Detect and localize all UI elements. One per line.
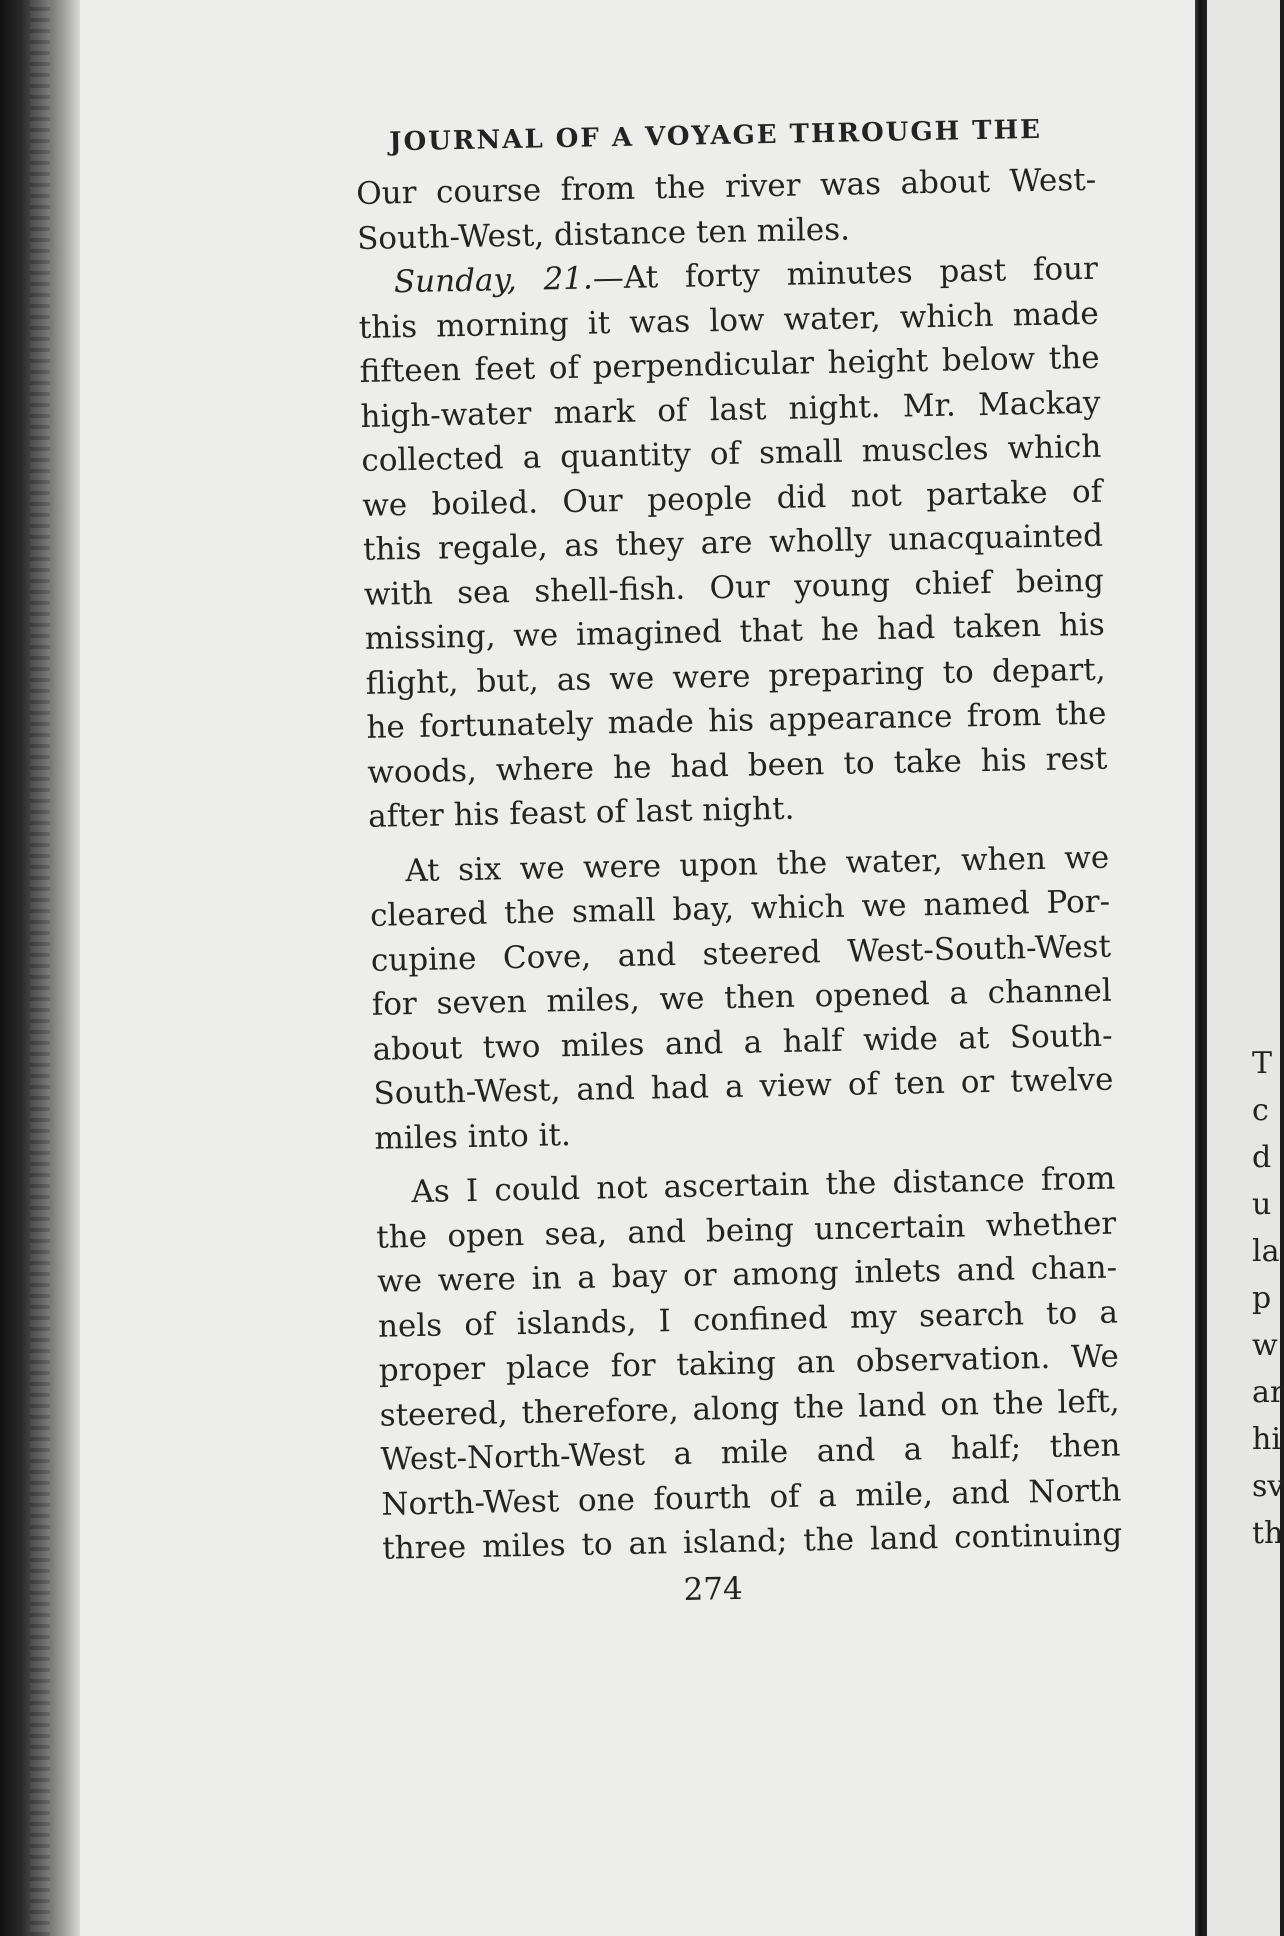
page-number: 274 [683,1570,744,1608]
text-line: North-West one fourth of a mile, and North [381,1472,1122,1523]
text-line: fifteen feet of perpendicular height below the [359,339,1100,390]
page-text-block [355,114,1123,1613]
edge-fragment: hi [1252,1422,1281,1457]
text-line: South-West, and had a view of ten or twelve [373,1061,1114,1112]
edge-fragment: c [1252,1093,1269,1128]
text-line: three miles to an island; the land continuing [381,1516,1123,1567]
text-line: about two miles and a half wide at South- [372,1017,1113,1068]
text-line: West-North-West a mile and a half; then [380,1427,1121,1478]
running-head: JOURNAL OF A VOYAGE THROUGH THE [388,114,1043,158]
text-line: high-water mark of last night. Mr. Mackay [360,384,1101,435]
text-line: Our course from the river was about West- [355,161,1097,212]
text-line: missing, we imagined that he had taken his [364,606,1106,657]
text-line: miles into it. [374,1116,572,1157]
next-page-sliver [1207,0,1284,1936]
text-line: At six we were upon the water, when we [404,839,1110,889]
text-line: this regale, as they are wholly unacquainted [362,517,1104,568]
text-line: with sea shell-fish. Our young chief being [363,562,1105,613]
next-page-edge-text [1252,1040,1282,1557]
text-line: As I could not ascertain the distance from [411,1160,1116,1211]
edge-fragment: d [1252,1140,1272,1175]
text-line: cupine Cove, and steered West-South-West [370,928,1112,979]
book-binding [0,0,80,1936]
text-line: flight, but, as we were preparing to depart, [365,651,1106,702]
text-line: steered, therefore, along the land on the left, [379,1383,1120,1434]
text-line: we boiled. Our people did not partake of [361,473,1103,524]
paragraph-4 [375,1157,1123,1572]
text-line: he fortunately made his appearance from the [366,695,1107,746]
edge-fragment: p [1252,1281,1272,1316]
paragraph-2 [358,247,1109,840]
text-line: proper place for taking an observation. We [378,1338,1120,1389]
text-line: the open sea, and being uncertain whether [375,1205,1117,1256]
date-lead: Sunday, 21. [393,260,594,301]
edge-fragment: sv [1252,1469,1284,1504]
paragraph-3 [369,835,1115,1161]
edge-fragment: T [1252,1046,1273,1081]
text-line: South-West, distance ten miles. [356,211,851,257]
edge-fragment: u [1252,1187,1272,1222]
text-line: this morning it was low water, which made [358,295,1100,346]
text-line: woods, where he had been to take his rest [367,740,1108,791]
text-line: collected a quantity of small muscles which [361,428,1102,479]
edge-fragment: th [1252,1516,1284,1551]
edge-fragment: ar [1252,1375,1284,1410]
text-line: for seven miles, we then opened a channel [371,972,1113,1023]
text-line: we were in a bay or among inlets and chan- [376,1249,1118,1300]
text-line: after his feast of last night. [367,790,795,835]
paragraph-1 [356,158,1098,261]
edge-fragment: la [1252,1234,1280,1269]
page-gutter [1195,0,1207,1936]
text-fragment: —At forty minutes past four [592,250,1099,297]
text-line: nels of islands, I confined my search to a [377,1294,1119,1345]
text-line: cleared the small bay, which we named Por- [369,883,1111,934]
binding-texture [30,0,50,1936]
edge-fragment: w [1252,1328,1278,1363]
